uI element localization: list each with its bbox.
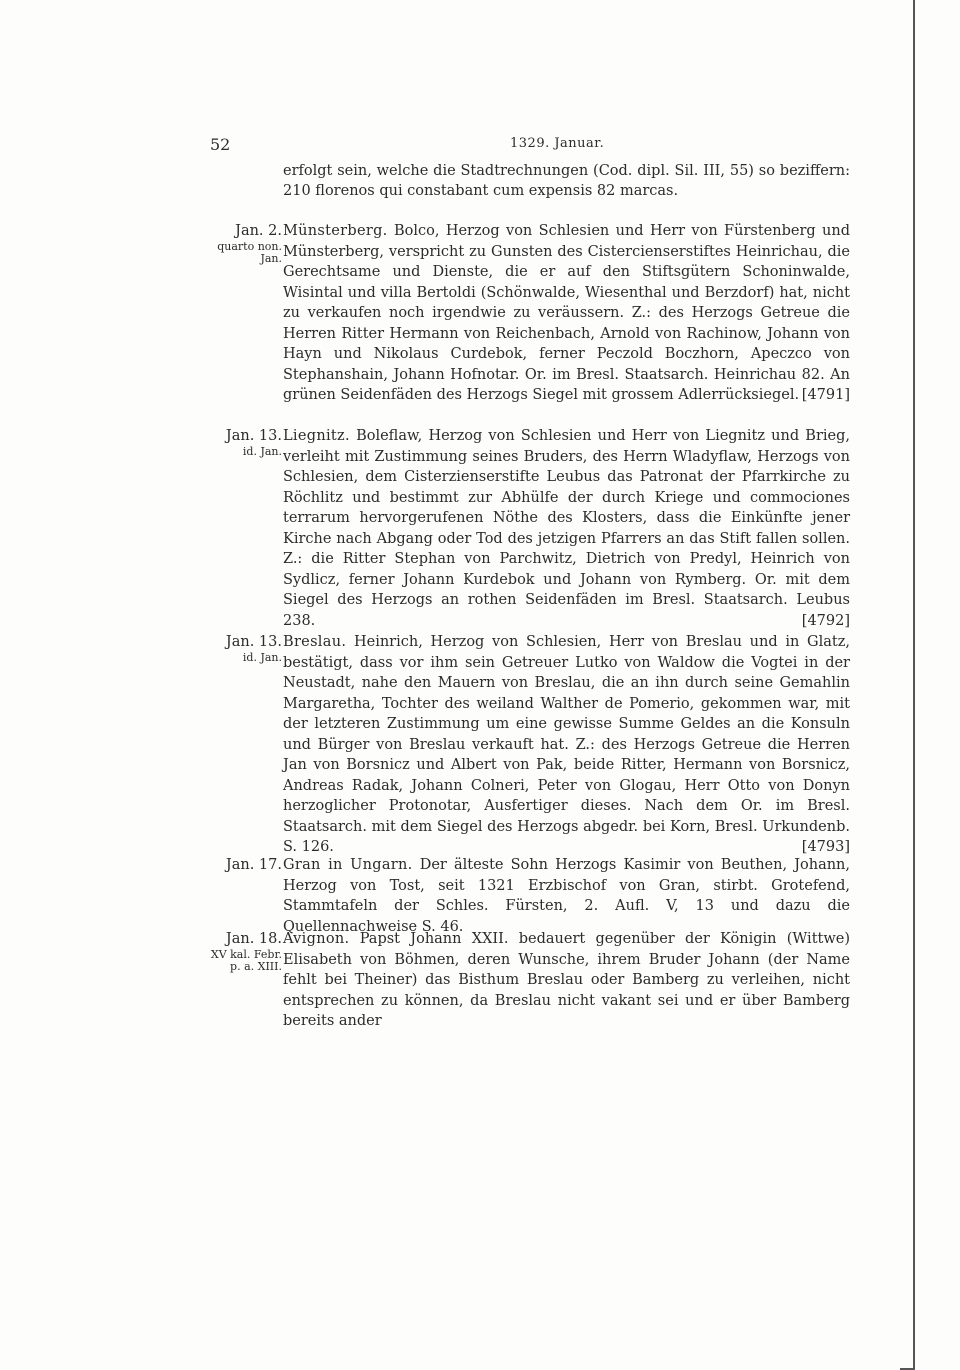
scan-edge-line	[913, 0, 915, 1370]
entry-text	[283, 855, 850, 937]
entry-reference: [4792]	[801, 612, 850, 629]
continuation-paragraph: erfolgt sein, welche die Stadtrechnungen (Cod. dipl. Sil. III, 55) so beziffern: 210 florenos qui constabant cum expensis 82 marcas.	[283, 163, 850, 199]
entry-text	[283, 632, 850, 858]
entry-place: Breslau.	[283, 634, 347, 650]
entry-date: Jan. 17.	[225, 857, 282, 873]
entry-place: Gran in Ungarn.	[283, 857, 413, 873]
entry-text	[283, 929, 850, 1032]
entry-date-latin: id. Jan.	[242, 651, 282, 664]
entry-body: Der älteste Sohn Herzogs Kasimir von Beuthen, Johann, Herzog von Tost, seit 1321 Erzbischof von Gran, stirbt. Grotefend, Stammtafeln der Schles. Fürsten, 2. Aufl. V, 13 und dazu die Quellennachweise S. 46.	[283, 857, 851, 935]
entry-body: Heinrich, Herzog von Schlesien, Herr von Breslau und in Glatz, bestätigt, dass vor ihm sein Getreuer Lutko von Waldow die Vogtei in der Neustadt, nahe den Mauern von Breslau, die an ihn durch seine Gemahlin Margaretha, Tochter des weiland Walther de Pomerio, gekommen war, mit der letzteren Zustimmung um eine gewisse Summe Geldes an die Konsuln und Bürger von Breslau verkauft hat. Z.: des Herzogs Getreue die Herren Jan von Borsnicz und Albert von Pak, beide Ritter, Hermann von Borsnicz, Andreas Radak, Johann Colneri, Peter von Glogau, Herr Otto von Donyn herzoglicher Protonotar, Ausfertiger dieses. Nach dem Or. im Bresl. Staatsarch. mit dem Siegel des Herzogs abgedr. bei Korn, Bresl. Urkundenb. S. 126.	[283, 634, 850, 855]
entry-text	[283, 426, 850, 631]
margin-date	[200, 426, 282, 458]
regest-entry-4792	[200, 426, 850, 631]
running-head: 1329. Januar.	[510, 136, 605, 151]
margin-date	[200, 632, 282, 664]
regest-entry-4791	[200, 221, 850, 406]
entry-date: Jan. 18.	[225, 931, 282, 947]
regest-entry-avignon	[200, 929, 850, 1032]
regest-entry-gran	[200, 855, 850, 937]
entry-date-latin: id. Jan.	[242, 445, 282, 458]
entry-body: Boleflaw, Herzog von Schlesien und Herr von Liegnitz und Brieg, verleiht mit Zustimmung seines Bruders, des Herrn Wladyflaw, Herzogs von Schlesien, dem Cisterzienserstifte Leubus das Patronat der Pfarrkirche zu Röchlitz und bestimmt zur Abhülfe der durch Kriege und commociones terrarum hervorgerufenen Nöthe des Klosters, dass die Einkünfte jener Kirche nach Abgang oder Tod des jetzigen Pfarrers an das Stift fallen sollen. Z.: die Ritter Stephan von Parchwitz, Dietrich von Predyl, Heinrich von Sydlicz, ferner Johann Kurdebok und Johann von Rymberg. Or. mit dem Siegel des Herzogs an rothen Seidenfäden im Bresl. Staatsarch. Leubus 238.	[283, 428, 850, 629]
entry-reference: [4791]	[801, 387, 850, 403]
margin-date	[200, 855, 282, 875]
entry-place: Liegnitz.	[283, 428, 350, 444]
entry-date-latin: quarto non. Jan.	[217, 240, 282, 265]
entry-place: Münsterberg.	[283, 223, 388, 239]
regest-entry-4793	[200, 632, 850, 858]
margin-date	[200, 221, 282, 265]
entry-date: Jan. 13.	[225, 428, 282, 444]
margin-date	[200, 929, 282, 973]
page-number: 52	[210, 135, 231, 154]
entry-date: Jan. 2.	[235, 223, 282, 239]
entry-body: Papst Johann XXII. bedauert gegenüber der Königin (Wittwe) Elisabeth von Böhmen, deren Wunsche, ihrem Bruder Johann (der Name fehlt bei Theiner) das Bisthum Breslau oder Bamberg zu verleihen, nicht entsprechen zu können, da Breslau nicht vakant sei und er über Bamberg bereits ander	[283, 931, 850, 1029]
entry-reference: [4793]	[801, 839, 850, 855]
entry-body: Bolco, Herzog von Schlesien und Herr von Fürstenberg und Münsterberg, verspricht zu Gunsten des Cistercienserstiftes Heinrichau, die Gerechtsame und Dienste, die er auf den Stiftsgütern Schoninwalde, Wisintal und villa Bertoldi (Schönwalde, Wiesenthal und Berzdorf) hat, nicht zu verkaufen noch irgendwie zu veräussern. Z.: des Herzogs Getreue die Herren Ritter Hermann von Reichenbach, Arnold von Rachinow, Johann von Hayn und Nikolaus Curdebok, ferner Peczold Boczhorn, Apeczco von Stephanshain, Johann Hofnotar. Or. im Bresl. Staatsarch. Heinrichau 82. An grünen Seidenfäden des Herzogs Siegel mit grossem Adlerrücksiegel.	[283, 223, 850, 403]
entry-date: Jan. 13.	[225, 634, 282, 650]
entry-place: Avignon.	[283, 931, 350, 947]
entry-date-latin: XV kal. Febr. p. a. XIII.	[210, 948, 282, 973]
entry-text	[283, 221, 850, 406]
